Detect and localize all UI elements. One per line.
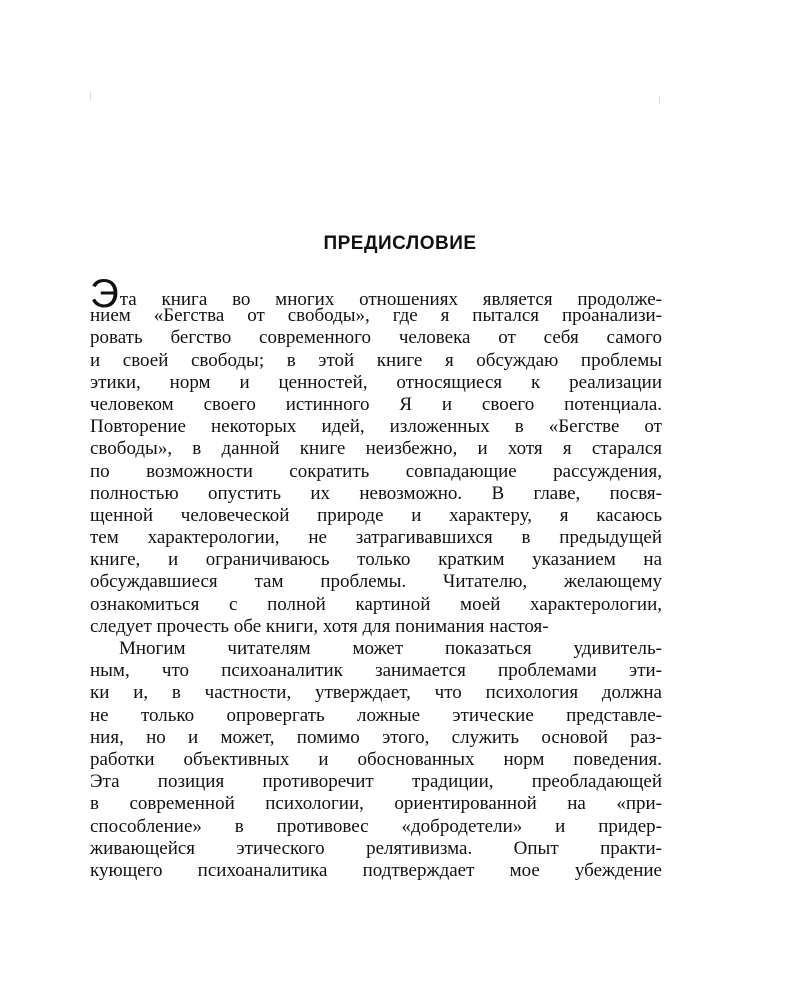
paragraph-line: обсуждавшиеся там проблемы. Читателю, желающему: [90, 571, 662, 593]
paragraph-line: способление» в противовес «добродетели» и придер-: [90, 815, 662, 837]
paragraph-1: [90, 272, 662, 638]
scan-mark-right: [659, 96, 660, 104]
paragraph-line: человеком своего истинного Я и своего потенциала.: [90, 393, 662, 415]
paragraph-line: этики, норм и ценностей, относящиеся к реализации: [90, 371, 662, 393]
paragraph-line: нием «Бегства от свободы», где я пытался проанализи-: [90, 305, 662, 327]
paragraph-line: работки объективных и обоснованных норм поведения.: [90, 748, 662, 770]
paragraph-line: ровать бегство современного человека от себя самого: [90, 327, 662, 349]
paragraph-line: свободы», в данной книге неизбежно, и хотя я старался: [90, 438, 662, 460]
paragraph-line: и своей свободы; в этой книге я обсуждаю проблемы: [90, 349, 662, 371]
paragraph-line: следует прочесть обе книги, хотя для понимания настоя-: [90, 615, 549, 637]
paragraph-line: тем характерологии, не затрагивавшихся в предыдущей: [90, 527, 662, 549]
paragraph-line: живающейся этического релятивизма. Опыт практи-: [90, 837, 662, 859]
first-line-text: та книга во многих отношениях является продолже-: [119, 289, 662, 310]
paragraph-line: ки и, в частности, утверждает, что психология должна: [90, 682, 662, 704]
paragraph-2: [90, 638, 662, 882]
paragraph-line: книге, и ограничиваюсь только кратким указанием на: [90, 549, 662, 571]
paragraph-line: Повторение некоторых идей, изложенных в «Бегстве от: [90, 416, 662, 438]
paragraph-line: щенной человеческой природе и характеру, я касаюсь: [90, 504, 662, 526]
paragraph-line: кующего психоаналитика подтверждает мое убеждение: [90, 859, 662, 881]
paragraph-line: ознакомиться с полной картиной моей характерологии,: [90, 593, 662, 615]
paragraph-line: Эта позиция противоречит традиции, преобладающей: [90, 771, 662, 793]
paragraph-line: ния, но и может, помимо этого, служить основой раз-: [90, 726, 662, 748]
body-text: [90, 272, 662, 882]
paragraph-line: не только опровергать ложные этические представле-: [90, 704, 662, 726]
paragraph-line: ным, что психоаналитик занимается проблемами эти-: [90, 660, 662, 682]
paragraph-line: в современной психологии, ориентированной на «при-: [90, 793, 662, 815]
drop-cap: Э: [90, 272, 119, 316]
page-title: ПРЕДИСЛОВИЕ: [323, 233, 477, 254]
paragraph-line: Многим читателям может показаться удивитель-: [119, 638, 662, 659]
scan-mark-left: [90, 92, 91, 100]
paragraph-line: полностью опустить их невозможно. В главе, посвя-: [90, 482, 662, 504]
paragraph-line: по возможности сократить совпадающие рассуждения,: [90, 460, 662, 482]
